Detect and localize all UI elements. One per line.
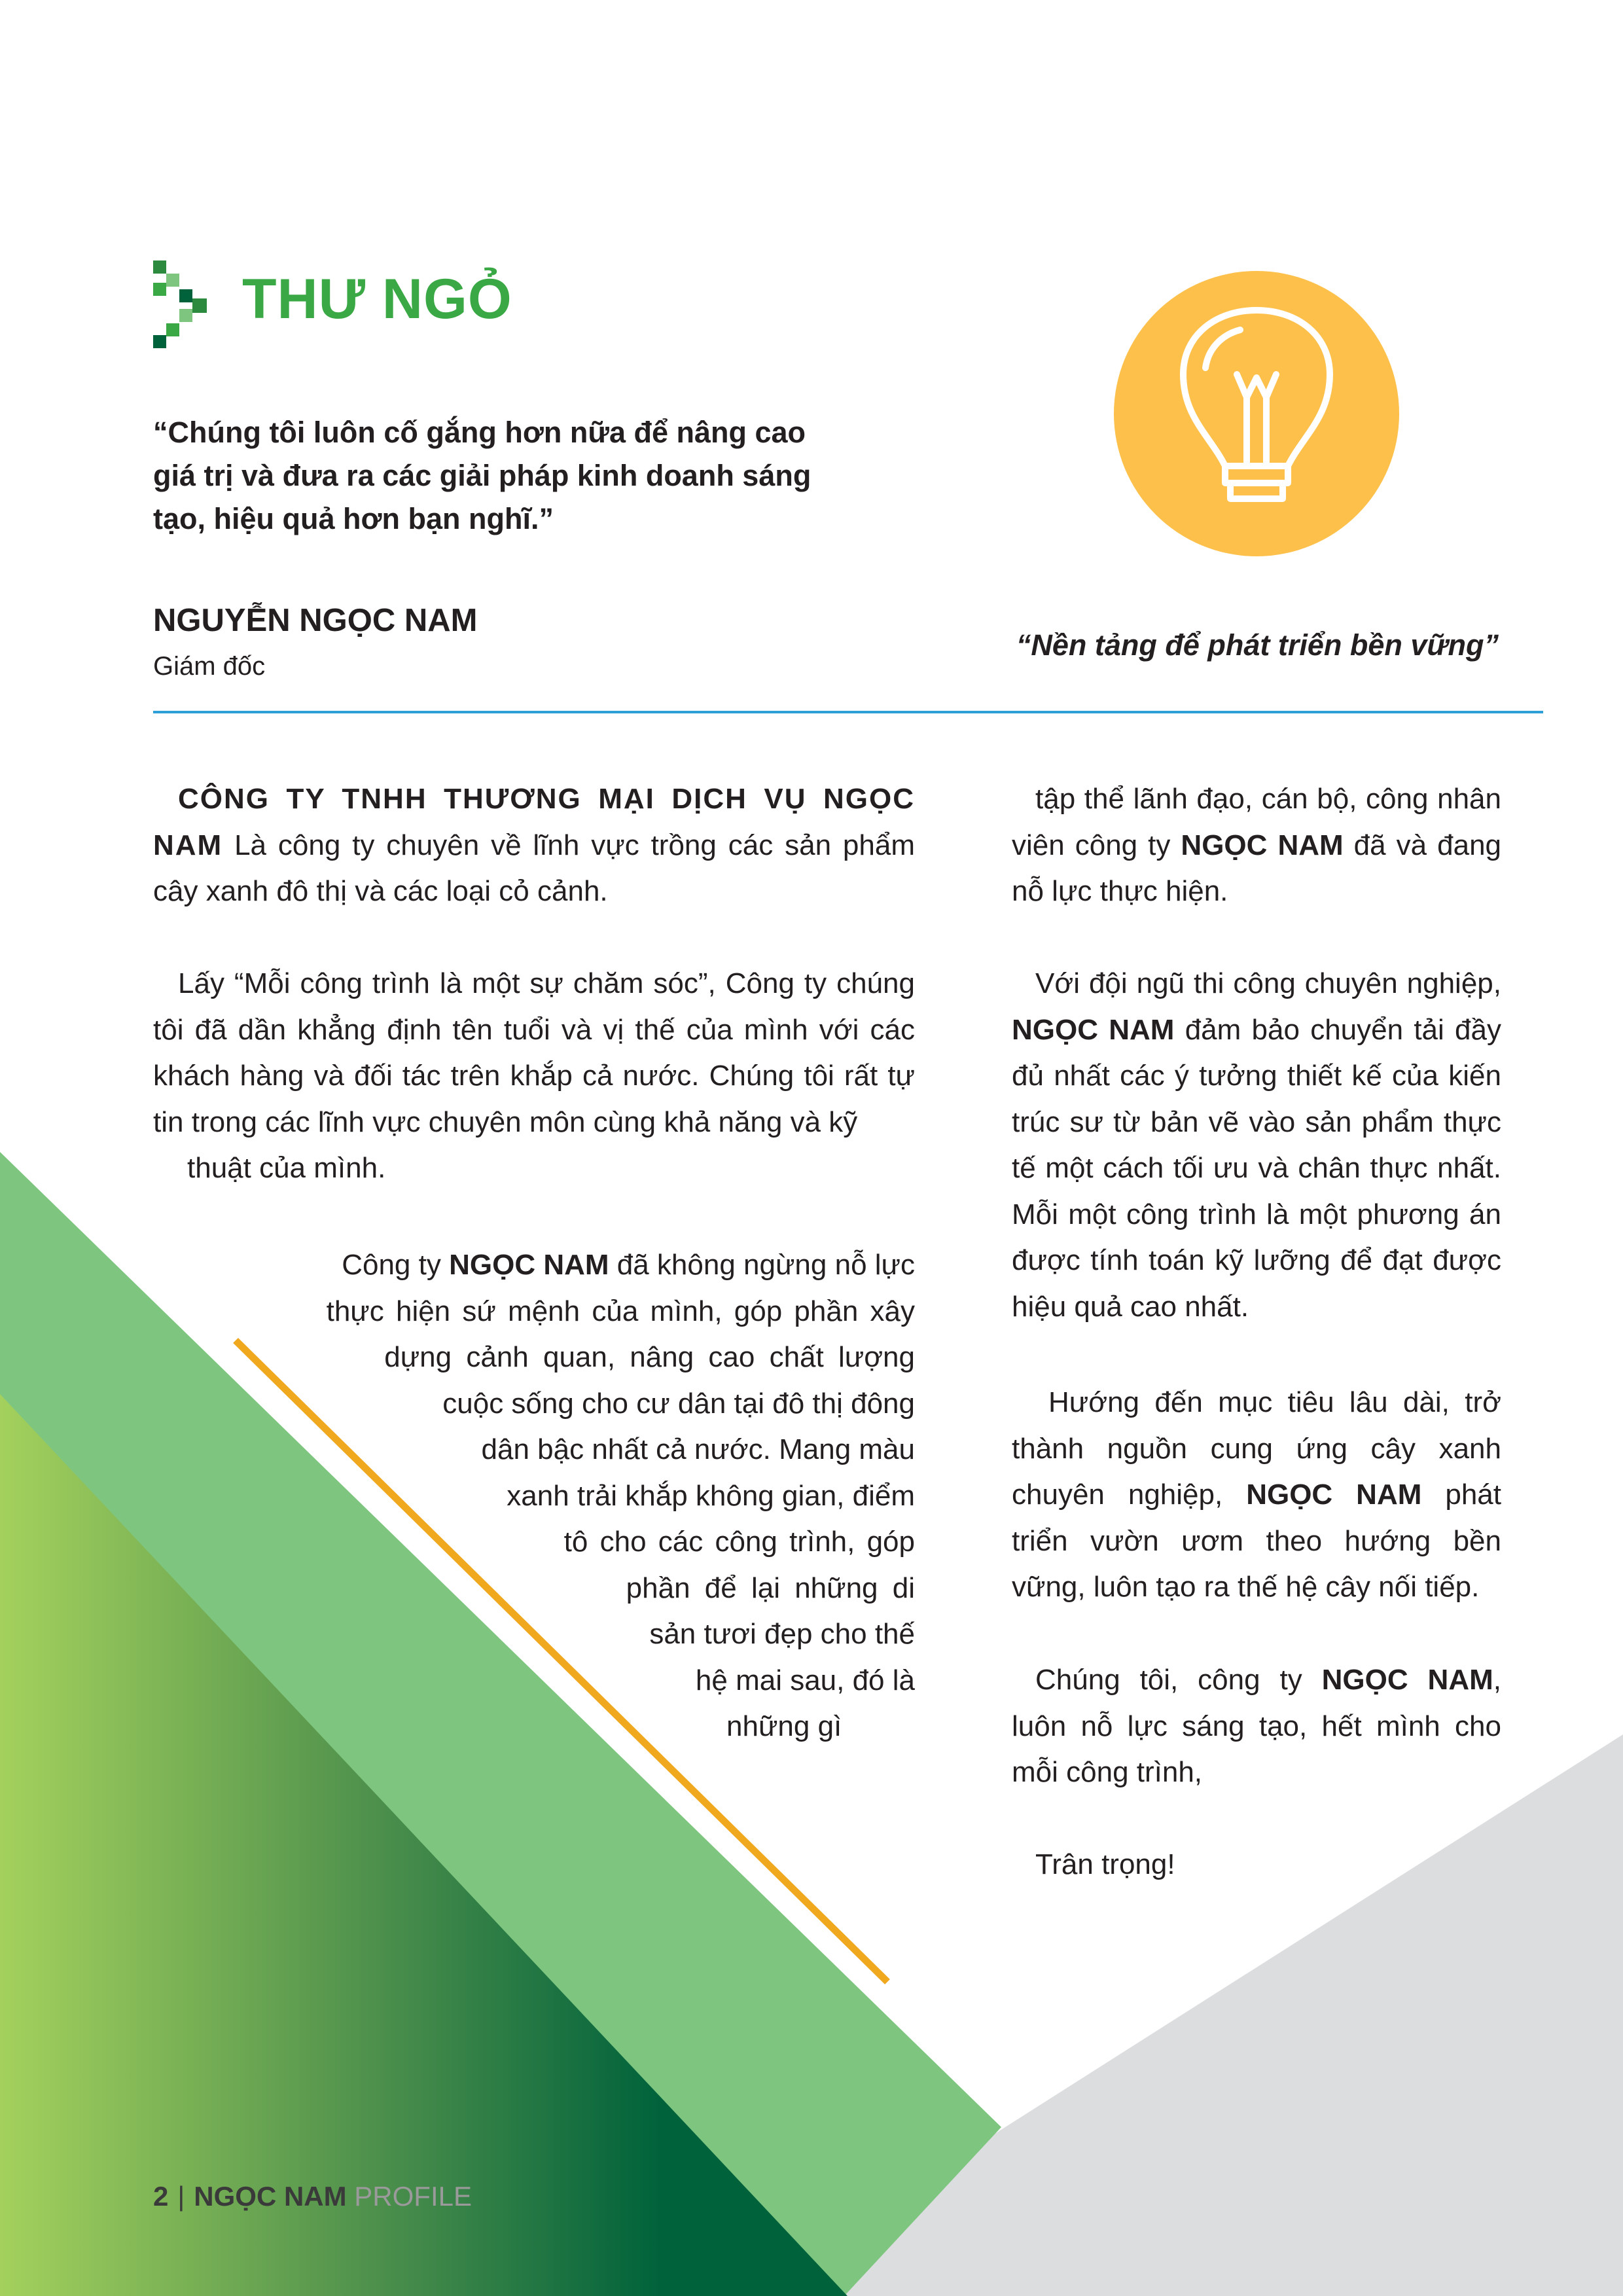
- mission-line: sản tươi đẹp cho thế: [649, 1618, 915, 1650]
- mission-line: cuộc sống cho cư dân tại đô thị đông: [442, 1387, 915, 1420]
- lightbulb-icon: [1113, 270, 1400, 558]
- slogan-paragraph: [153, 961, 915, 1145]
- professional-paragraph: Với đội ngũ thi công chuyên nghiệp, NGỌC NAM đảm bảo chuyển tải đầy đủ nhất các ý tưởng thiết kế của kiến trúc sư từ bản vẽ vào sản phẩm thực tế một cách tối ưu và chân thực nhất. Mỗi một công trình là một phương án được tính toán kỹ lưỡng để đạt được hiệu quả cao nhất.: [1012, 967, 1501, 1323]
- mission-line: thực hiện sứ mệnh của mình, góp phần xây: [326, 1295, 915, 1327]
- footer-profile: PROFILE: [354, 2181, 472, 2212]
- mission-line: xanh trải khắp không gian, điểm: [507, 1479, 915, 1512]
- slogan-paragraph-text: Lấy “Mỗi công trình là một sự chăm sóc”, Công ty chúng tôi đã dần khẳng định tên tuổi và vị thế của mình với các khách hàng và đối tác trên khắp cả nước. Chúng tôi rất tự tin trong các lĩnh vực chuyên môn cùng khả năng và kỹ: [153, 967, 915, 1138]
- mission-line: dân bậc nhất cả nước. Mang màu: [481, 1433, 915, 1465]
- page-number: 2: [153, 2181, 169, 2212]
- page-footer: [153, 2181, 472, 2212]
- author-title: Giám đốc: [153, 652, 266, 681]
- mission-line: Công ty NGỌC NAM đã không ngừng nỗ lực: [342, 1249, 915, 1281]
- mission-paragraph: [153, 1242, 915, 1750]
- mission-line: hệ mai sau, đó là: [695, 1664, 915, 1696]
- goal-paragraph: Hướng đến mục tiêu lâu dài, trở thành nguồn cung ứng cây xanh chuyên nghiệp, NGỌC NAM phát triển vườn ươm theo hướng bền vững, luôn tạo ra thế hệ cây nối tiếp.: [1012, 1386, 1501, 1603]
- sign-off: Trân trọng!: [1035, 1848, 1175, 1880]
- team-paragraph: tập thể lãnh đạo, cán bộ, công nhân viên công ty NGỌC NAM đã và đang nỗ lực thực hiện.: [1012, 783, 1502, 907]
- slogan-paragraph-last-line: thuật của mình.: [187, 1152, 386, 1184]
- author-name: NGUYỄN NGỌC NAM: [153, 603, 478, 638]
- mission-line: phần để lại những di: [626, 1571, 915, 1604]
- mission-line: tô cho các công trình, góp: [563, 1526, 915, 1558]
- closing-paragraph: Chúng tôi, công ty NGỌC NAM, luôn nỗ lực sáng tạo, hết mình cho mỗi công trình,: [1012, 1664, 1501, 1788]
- mission-line: dựng cảnh quan, nâng cao chất lượng: [384, 1341, 915, 1373]
- logo-mark-icon: [153, 260, 211, 350]
- director-quote: “Chúng tôi luôn cố gắng hơn nữa để nâng cao giá trị và đưa ra các giải pháp kinh doanh sáng tạo, hiệu quả hơn bạn nghĩ.”: [153, 416, 812, 535]
- intro-paragraph: [153, 776, 915, 915]
- header-divider: [153, 711, 1543, 713]
- footer-brand: NGỌC NAM: [194, 2181, 347, 2212]
- page-title: THƯ NGỎ: [242, 268, 512, 331]
- mission-line: những gì: [726, 1710, 842, 1742]
- slogan: “Nền tảng để phát triển bền vững”: [1016, 628, 1499, 662]
- intro-text: Là công ty chuyên về lĩnh vực trồng các sản phẩm cây xanh đô thị và các loại cỏ cảnh.: [153, 829, 915, 907]
- company-name: CÔNG TY TNHH THƯƠNG MẠI DỊCH VỤ NGỌC NAM: [153, 783, 915, 861]
- footer-separator: |: [177, 2181, 185, 2212]
